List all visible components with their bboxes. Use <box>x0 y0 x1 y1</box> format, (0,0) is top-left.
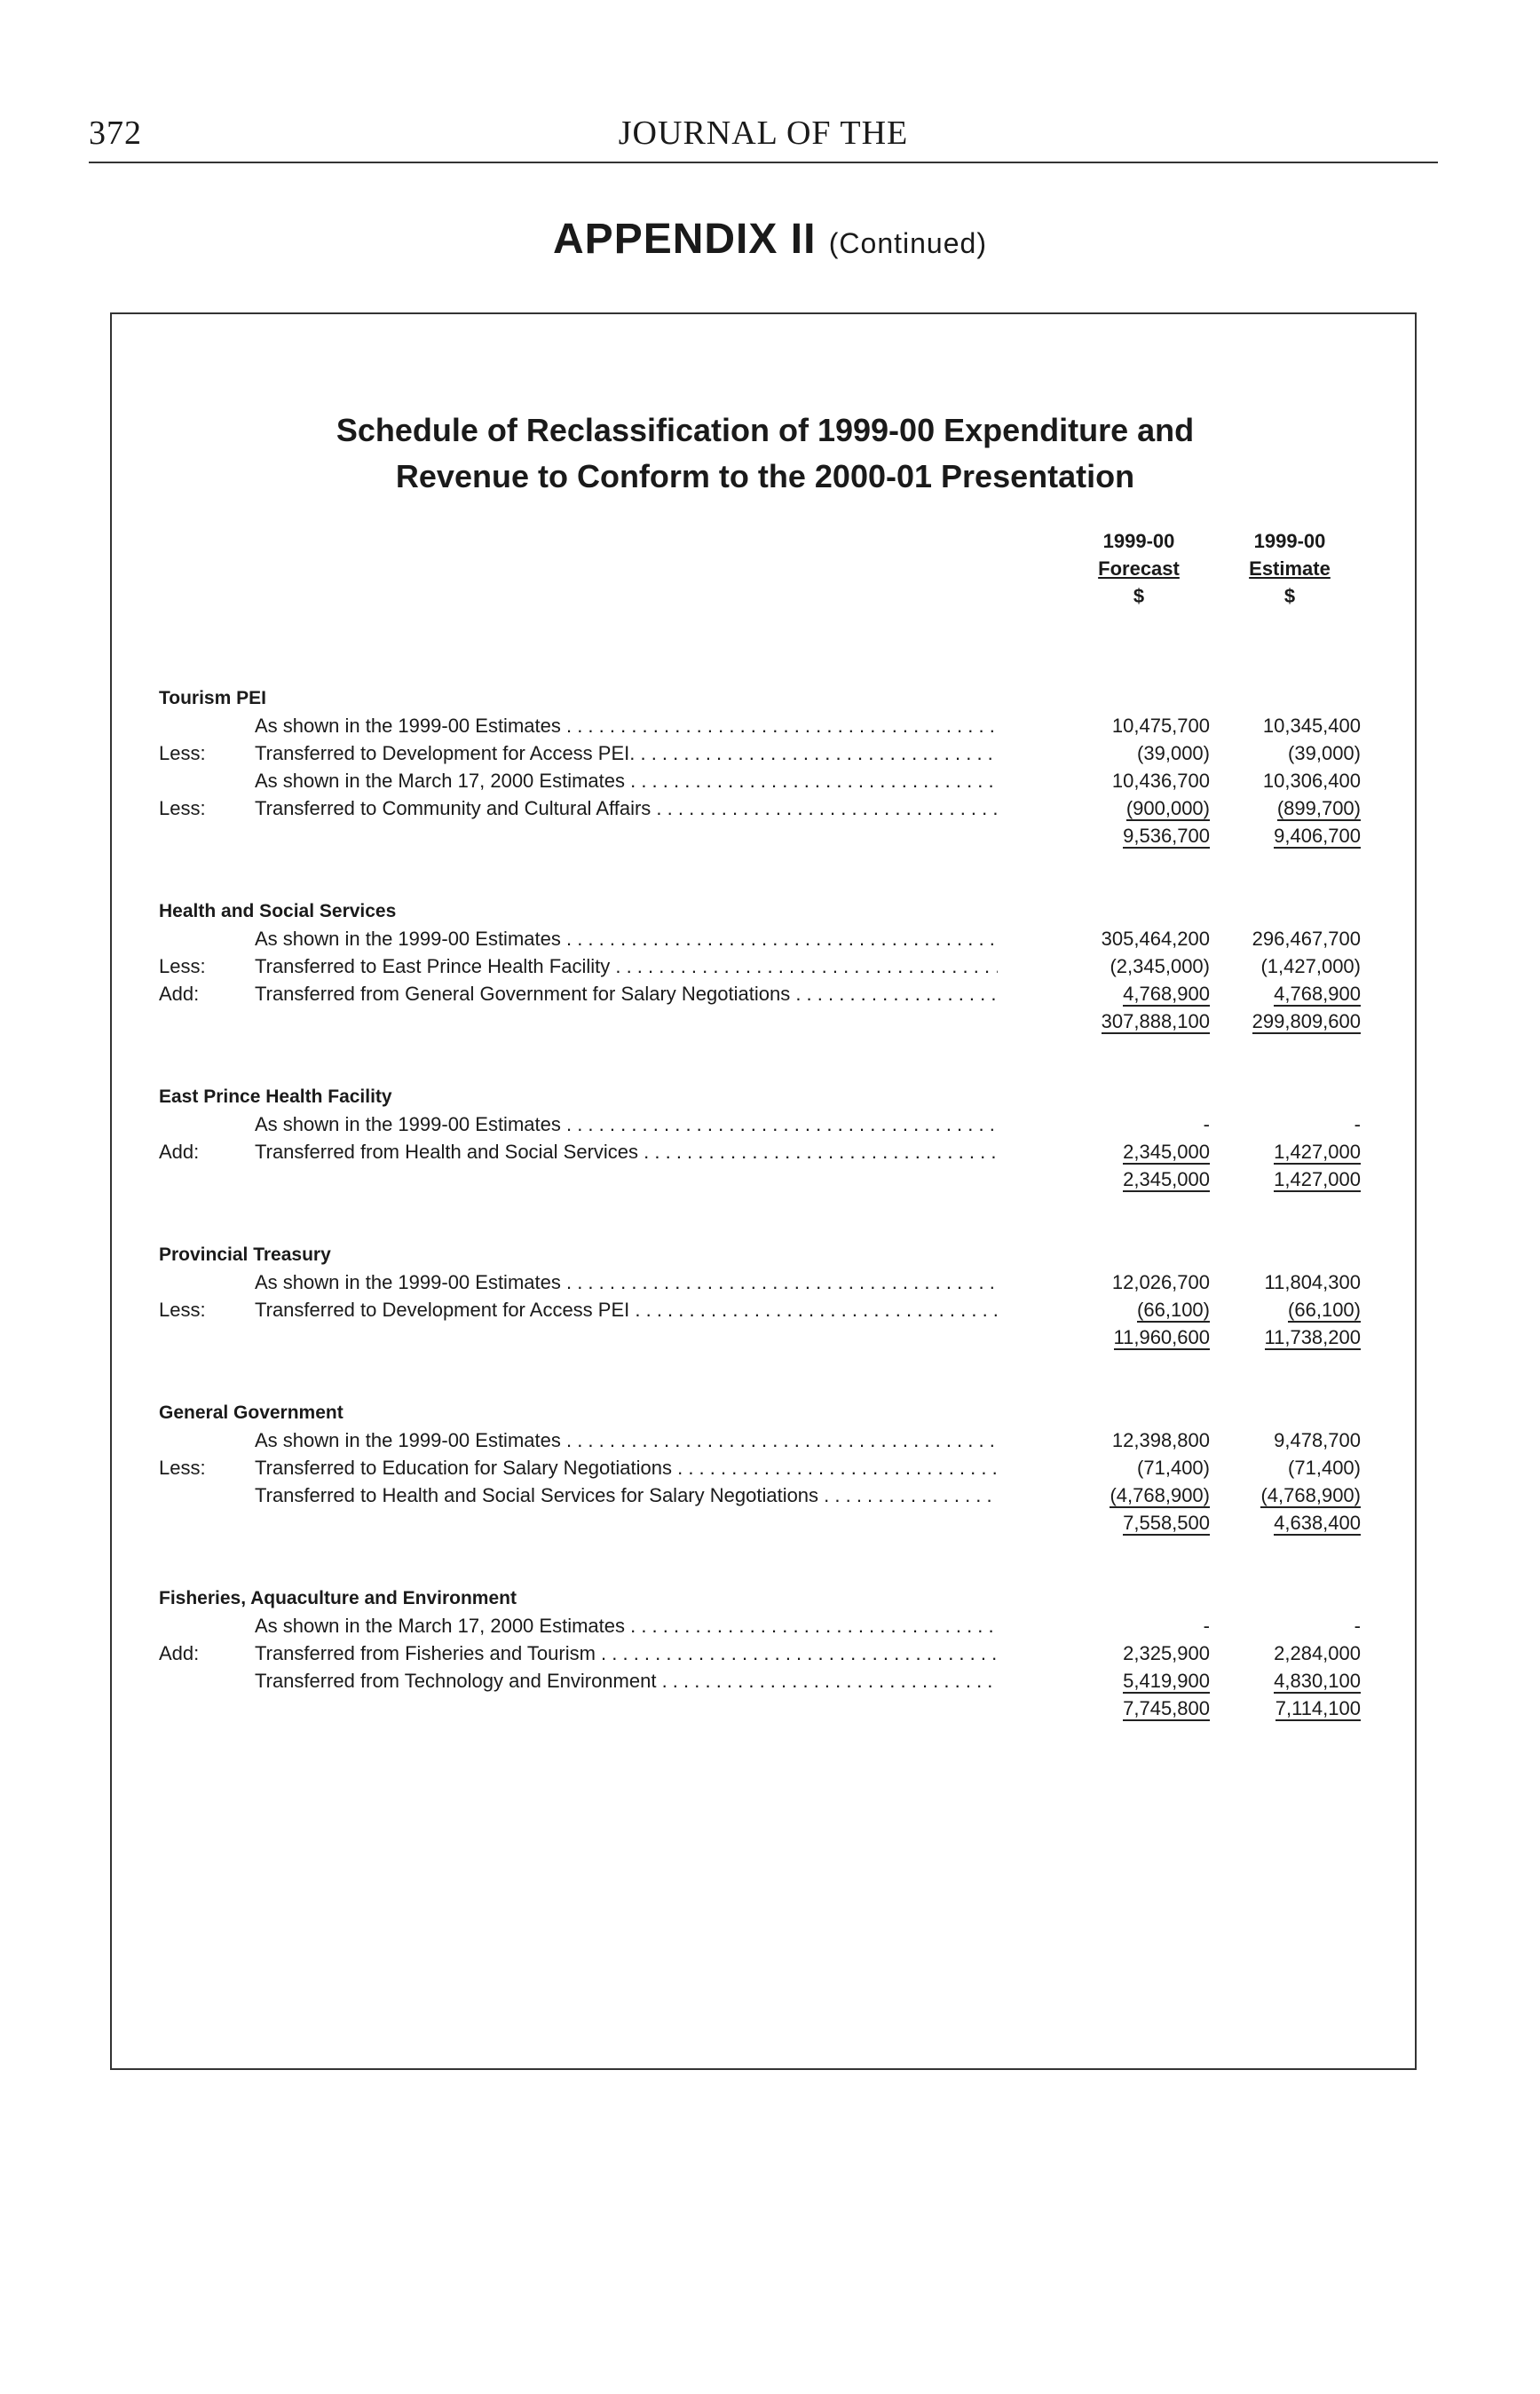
schedule-sections <box>159 684 1418 1770</box>
estimate-value <box>1219 1667 1361 1695</box>
total-row <box>159 1695 1418 1722</box>
forecast-total <box>1068 1007 1210 1035</box>
estimate-value <box>1219 1426 1361 1454</box>
row-description: Transferred from Fisheries and Tourism <box>255 1642 596 1664</box>
table-row <box>159 739 1418 767</box>
forecast-total-text: 7,558,500 <box>1123 1512 1210 1534</box>
estimate-value <box>1219 794 1361 822</box>
section-title: Fisheries, Aquaculture and Environment <box>159 1588 517 1608</box>
forecast-value <box>1068 767 1210 794</box>
total-row <box>159 1509 1418 1537</box>
row-label <box>159 1426 998 1454</box>
table-row <box>159 1296 1418 1323</box>
section-title: Health and Social Services <box>159 901 397 921</box>
estimate-value-text: 4,830,100 <box>1274 1670 1361 1692</box>
forecast-value-text: (900,000) <box>1125 797 1210 819</box>
estimate-value <box>1219 1454 1361 1481</box>
estimate-value-text: 9,478,700 <box>1274 1429 1361 1451</box>
schedule-box <box>110 312 1417 2070</box>
schedule-title-line-2: Revenue to Conform to the 2000-01 Presentation <box>395 458 1135 494</box>
row-label-text <box>159 955 610 977</box>
estimate-value-text: (4,768,900) <box>1260 1484 1361 1506</box>
estimate-value-text: (39,000) <box>1288 742 1361 764</box>
estimate-total-text: 11,738,200 <box>1264 1326 1361 1348</box>
estimate-value <box>1219 1296 1361 1323</box>
forecast-value-text: 2,325,900 <box>1123 1642 1210 1664</box>
total-row <box>159 1007 1418 1035</box>
column-year: 1999-00 <box>1253 530 1326 552</box>
row-operation: Less: <box>159 952 255 980</box>
forecast-value-text: 4,768,900 <box>1123 983 1210 1005</box>
table-row <box>159 1639 1418 1667</box>
forecast-value-text: 12,026,700 <box>1111 1271 1210 1293</box>
column-header-forecast <box>1068 527 1210 610</box>
forecast-value-text: - <box>1203 1615 1210 1637</box>
estimate-total <box>1219 822 1361 849</box>
table-row <box>159 925 1418 952</box>
forecast-value <box>1068 1639 1210 1667</box>
schedule-section <box>159 897 1418 1035</box>
appendix-title: APPENDIX II <box>553 216 817 263</box>
row-label-text <box>159 1615 625 1637</box>
table-row <box>159 1667 1418 1695</box>
estimate-total <box>1219 1007 1361 1035</box>
estimate-total-text: 4,638,400 <box>1274 1512 1361 1534</box>
forecast-total-text: 307,888,100 <box>1101 1010 1210 1032</box>
estimate-value-text: 11,804,300 <box>1264 1271 1361 1293</box>
estimate-value-text: (1,427,000) <box>1260 955 1361 977</box>
estimate-total <box>1219 1695 1361 1722</box>
row-label <box>159 739 998 767</box>
row-label <box>159 1296 998 1323</box>
estimate-total-text: 1,427,000 <box>1274 1168 1361 1190</box>
estimate-value <box>1219 925 1361 952</box>
row-description: Transferred to Education for Salary Negotiations <box>255 1457 672 1479</box>
row-label-text <box>159 1484 818 1506</box>
forecast-total <box>1068 1323 1210 1351</box>
row-label-text <box>159 928 561 950</box>
estimate-value <box>1219 1612 1361 1639</box>
row-label-text <box>159 770 625 792</box>
estimate-value <box>1219 1268 1361 1296</box>
appendix-heading <box>0 215 1540 264</box>
column-year: 1999-00 <box>1102 530 1175 552</box>
column-label: Forecast <box>1098 557 1180 580</box>
table-row <box>159 1138 1418 1165</box>
forecast-value-text: (71,400) <box>1137 1457 1210 1479</box>
estimate-value <box>1219 1481 1361 1509</box>
section-title: General Government <box>159 1402 344 1423</box>
row-label-text <box>159 983 790 1005</box>
table-row <box>159 1612 1418 1639</box>
estimate-total <box>1219 1323 1361 1351</box>
table-row <box>159 1426 1418 1454</box>
forecast-total <box>1068 822 1210 849</box>
estimate-value-text: (899,700) <box>1276 797 1361 819</box>
column-unit: $ <box>1133 585 1145 607</box>
total-row <box>159 1165 1418 1193</box>
estimate-value-text: - <box>1354 1615 1361 1637</box>
row-description: As shown in the March 17, 2000 Estimates <box>255 1615 625 1637</box>
forecast-value-text: (4,768,900) <box>1110 1484 1210 1506</box>
estimate-value <box>1219 1110 1361 1138</box>
estimate-value <box>1219 712 1361 739</box>
table-row <box>159 1454 1418 1481</box>
forecast-value <box>1068 794 1210 822</box>
row-description: Transferred from General Government for Salary Negotiations <box>255 983 791 1005</box>
column-unit: $ <box>1283 585 1296 607</box>
forecast-value <box>1068 1110 1210 1138</box>
row-operation: Less: <box>159 794 255 822</box>
row-description: As shown in the 1999-00 Estimates <box>255 928 561 950</box>
schedule-section <box>159 1399 1418 1537</box>
estimate-total <box>1219 1509 1361 1537</box>
schedule-title <box>112 407 1418 500</box>
table-row <box>159 712 1418 739</box>
row-description: As shown in the 1999-00 Estimates <box>255 1429 561 1451</box>
estimate-value-text: 296,467,700 <box>1252 928 1361 950</box>
row-description: Transferred from Technology and Environment <box>255 1670 657 1692</box>
row-operation: Add: <box>159 1138 255 1165</box>
estimate-value-text: 4,768,900 <box>1274 983 1361 1005</box>
forecast-value <box>1068 1426 1210 1454</box>
row-description: Transferred to Development for Access PEI <box>255 1299 630 1321</box>
row-description: As shown in the March 17, 2000 Estimates <box>255 770 625 792</box>
table-row <box>159 952 1418 980</box>
forecast-value-text: 10,475,700 <box>1111 715 1210 737</box>
estimate-value <box>1219 1639 1361 1667</box>
row-description: Transferred from Health and Social Services <box>255 1141 639 1163</box>
estimate-value-text: 2,284,000 <box>1274 1642 1361 1664</box>
row-label <box>159 1667 998 1695</box>
schedule-section <box>159 1584 1418 1722</box>
table-row <box>159 794 1418 822</box>
row-label-text <box>159 1271 561 1293</box>
forecast-value-text: - <box>1203 1113 1210 1135</box>
forecast-value <box>1068 952 1210 980</box>
forecast-value-text: (39,000) <box>1137 742 1210 764</box>
forecast-value-text: 10,436,700 <box>1111 770 1210 792</box>
forecast-value-text: 305,464,200 <box>1101 928 1210 950</box>
row-label-text <box>159 715 561 737</box>
forecast-value-text: 2,345,000 <box>1123 1141 1210 1163</box>
row-description: As shown in the 1999-00 Estimates <box>255 1113 561 1135</box>
row-label <box>159 1138 998 1165</box>
row-label <box>159 925 998 952</box>
table-row <box>159 980 1418 1007</box>
row-label-text <box>159 1457 672 1479</box>
column-label: Estimate <box>1249 557 1331 580</box>
row-label-text <box>159 1670 656 1692</box>
row-description: Transferred to Community and Cultural Affairs <box>255 797 652 819</box>
row-label <box>159 1110 998 1138</box>
row-label <box>159 712 998 739</box>
estimate-value <box>1219 739 1361 767</box>
row-label <box>159 1612 998 1639</box>
row-description: Transferred to Development for Access PEI. <box>255 742 636 764</box>
row-description: Transferred to Health and Social Services for Salary Negotiations <box>255 1484 819 1506</box>
schedule-section <box>159 1241 1418 1351</box>
row-label <box>159 1481 998 1509</box>
schedule-section <box>159 1083 1418 1193</box>
row-operation: Add: <box>159 1639 255 1667</box>
forecast-total <box>1068 1509 1210 1537</box>
row-label <box>159 1454 998 1481</box>
forecast-value <box>1068 739 1210 767</box>
column-header-estimate <box>1219 527 1361 610</box>
row-label <box>159 794 998 822</box>
row-label-text <box>159 797 651 819</box>
estimate-value-text: 10,306,400 <box>1262 770 1361 792</box>
row-operation: Less: <box>159 1454 255 1481</box>
forecast-value <box>1068 1138 1210 1165</box>
estimate-value-text: (71,400) <box>1288 1457 1361 1479</box>
forecast-total <box>1068 1695 1210 1722</box>
row-label <box>159 1639 998 1667</box>
forecast-total-text: 2,345,000 <box>1123 1168 1210 1190</box>
row-description: As shown in the 1999-00 Estimates <box>255 715 561 737</box>
forecast-value <box>1068 980 1210 1007</box>
forecast-value <box>1068 712 1210 739</box>
page-number: 372 <box>89 115 142 152</box>
total-row <box>159 822 1418 849</box>
row-label-text <box>159 1642 596 1664</box>
total-row <box>159 1323 1418 1351</box>
table-row <box>159 767 1418 794</box>
appendix-continued: (Continued) <box>828 227 987 259</box>
forecast-value <box>1068 1612 1210 1639</box>
forecast-value-text: (2,345,000) <box>1110 955 1210 977</box>
estimate-total <box>1219 1165 1361 1193</box>
row-label <box>159 767 998 794</box>
estimate-value-text: - <box>1354 1113 1361 1135</box>
estimate-value <box>1219 767 1361 794</box>
forecast-value-text: 12,398,800 <box>1111 1429 1210 1451</box>
estimate-total-text: 9,406,700 <box>1274 825 1361 847</box>
estimate-value <box>1219 980 1361 1007</box>
row-operation: Less: <box>159 1296 255 1323</box>
schedule-title-line-1: Schedule of Reclassification of 1999-00 Expenditure and <box>336 412 1195 448</box>
estimate-value-text: (66,100) <box>1288 1299 1361 1321</box>
estimate-total-text: 7,114,100 <box>1275 1697 1361 1719</box>
estimate-value-text: 1,427,000 <box>1274 1141 1361 1163</box>
estimate-value <box>1219 952 1361 980</box>
estimate-value <box>1219 1138 1361 1165</box>
row-label <box>159 952 998 980</box>
forecast-value-text: 5,419,900 <box>1123 1670 1210 1692</box>
table-row <box>159 1110 1418 1138</box>
row-label <box>159 980 998 1007</box>
row-label-text <box>159 1141 638 1163</box>
forecast-value <box>1068 1481 1210 1509</box>
row-operation: Less: <box>159 739 255 767</box>
forecast-value <box>1068 1454 1210 1481</box>
forecast-value <box>1068 1268 1210 1296</box>
row-label-text <box>159 742 635 764</box>
row-label <box>159 1268 998 1296</box>
forecast-value-text: (66,100) <box>1137 1299 1210 1321</box>
forecast-total-text: 7,745,800 <box>1123 1697 1210 1719</box>
estimate-value-text: 10,345,400 <box>1262 715 1361 737</box>
row-description: As shown in the 1999-00 Estimates <box>255 1271 561 1293</box>
row-label-text <box>159 1113 561 1135</box>
journal-title: JOURNAL OF THE <box>618 115 909 152</box>
table-row <box>159 1268 1418 1296</box>
forecast-total <box>1068 1165 1210 1193</box>
row-label-text <box>159 1429 561 1451</box>
section-title: Tourism PEI <box>159 688 266 708</box>
row-description: Transferred to East Prince Health Facility <box>255 955 611 977</box>
section-title: Provincial Treasury <box>159 1244 331 1265</box>
row-operation: Add: <box>159 980 255 1007</box>
forecast-value <box>1068 1296 1210 1323</box>
forecast-total-text: 9,536,700 <box>1123 825 1210 847</box>
forecast-value <box>1068 1667 1210 1695</box>
section-title: East Prince Health Facility <box>159 1086 392 1107</box>
forecast-total-text: 11,960,600 <box>1113 1326 1210 1348</box>
estimate-total-text: 299,809,600 <box>1252 1010 1361 1032</box>
forecast-value <box>1068 925 1210 952</box>
row-label-text <box>159 1299 629 1321</box>
running-head <box>89 114 1438 163</box>
schedule-section <box>159 684 1418 849</box>
table-row <box>159 1481 1418 1509</box>
